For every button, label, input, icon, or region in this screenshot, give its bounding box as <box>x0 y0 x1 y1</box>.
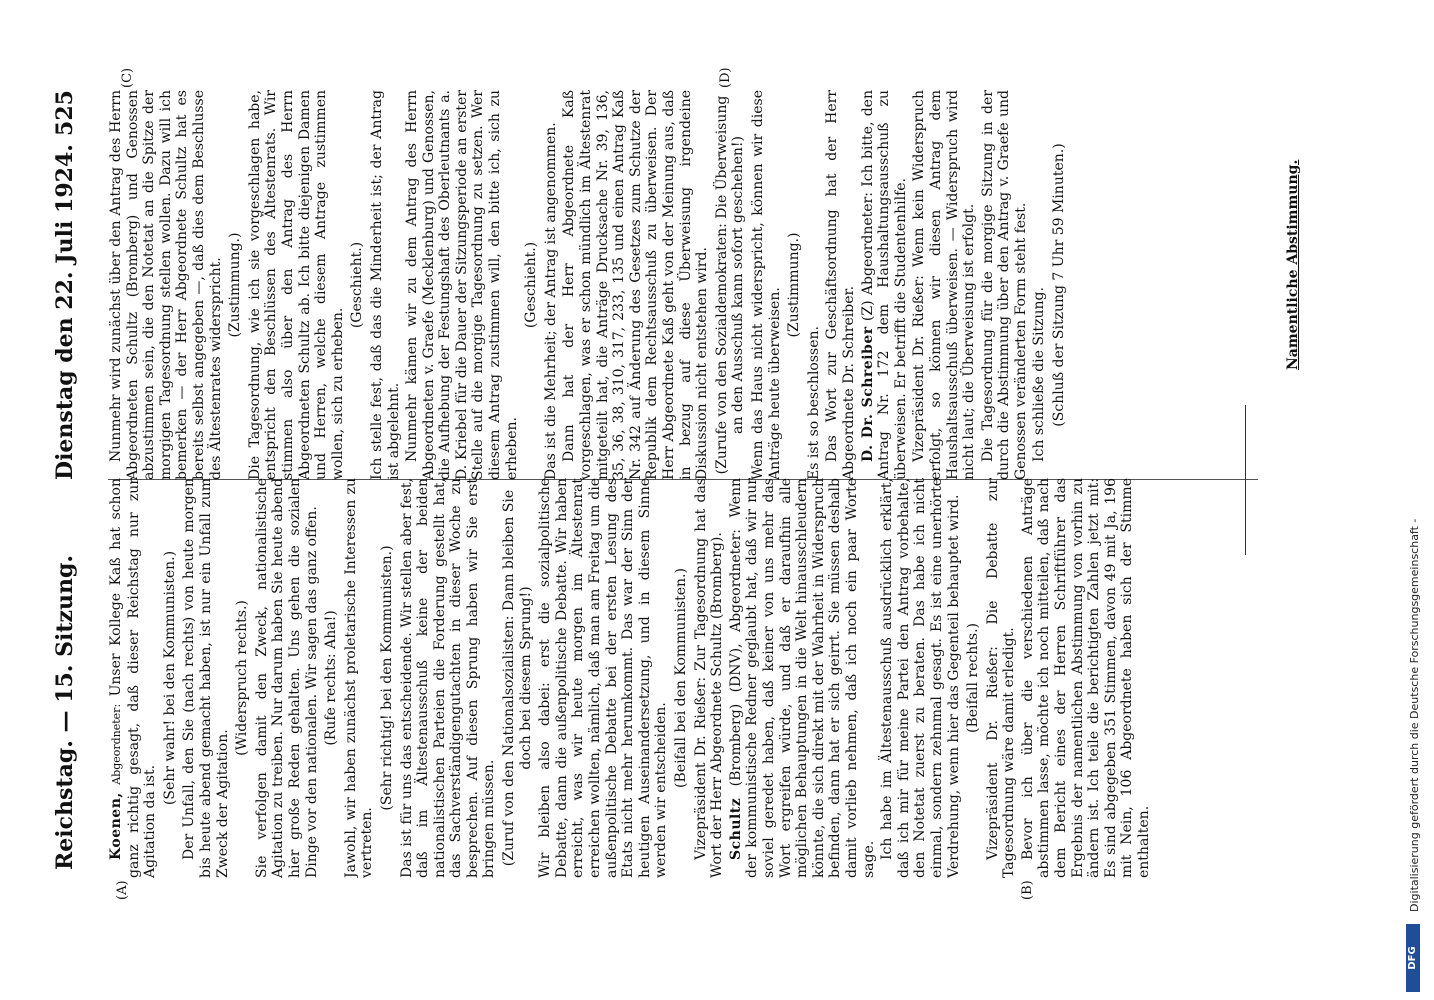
paragraph: Ich habe im Ältestenausschuß ausdrücklich erklärt, daß ich mir für meine Partei den Antrag vorbehalte, den Notetat zuerst zu beraten. Das habe ich nicht einmal, sondern zehnmal gesagt. Es ist eine unerhörte Verdrehung, wenn hier das Gegenteil behauptet wird. <box>879 478 962 878</box>
interjection: (Widerspruch rechts.) <box>234 600 251 756</box>
interjection: (Zurufe von den Sozialdemokraten: Die Überweisung an den Ausschuß kann sofort geschehen!) <box>713 95 747 475</box>
funding-note: Digitalisierung gefördert durch die Deutsche Forschungsgemeinschaft - <box>1408 518 1421 912</box>
paragraph: Nunmehr kämen wir zu dem Antrag des Herrn Abgeordneten v. Graefe (Mecklenburg) und Genossen, die Aufhebung der Festungshaft des Oberleutnants a. D. Kriebel für die Dauer der Sitzungsperiode an erster Stelle auf die morgige Tagesordnung zu setzen. Wer diesem Antrag zustimmen will, den bitte ich, sich zu erheben. <box>404 90 520 480</box>
paragraph: Vizepräsident Dr. Rießer: Zur Tagesordnung hat das Wort der Herr Abgeordnete Schultz (Bromberg). <box>692 478 726 878</box>
paragraph: Der Unfall, den Sie (nach rechts) von heute morgen bis heute abend gemacht haben, ist nur ein Unfall zum Zweck der Agitation. <box>181 478 231 878</box>
interjection: (Beifall rechts.) <box>965 623 982 734</box>
margin-mark-a: (A) <box>115 880 130 900</box>
interjection: (Zustimmung.) <box>786 232 803 338</box>
paragraph: Die Tagesordnung, wie ich sie vorgeschlagen habe, entspricht den Beschlüssen des Ältestenrats. Wir stimmen also über den Antrag des Herrn Abgeordneten Schultz ab. Ich bitte diejenigen Damen und Herren, welche diesem Antrage zustimmen wollen, sich zu erheben. <box>246 90 346 480</box>
paragraph: Ich schließe die Sitzung. <box>1031 287 1048 462</box>
paragraph: Dann hat der Herr Abgeordnete Kaß vorgeschlagen, was er schon mündlich im Ältestenrat mitgeteilt hat, die Anträge Drucksache Nr. 39, 136, 35, 36, 38, 310, 317, 233, 135 und einen Antrag Kaß Nr. 342 auf Änderung des Gesetzes zum Schutze der Republik dem Rechtsausschuß zu überweisen. Der Herr Abgeordnete Kaß geht von der Meinung aus, daß in bezug auf diese Überweisung irgendeine Diskussion nicht entstehen wird. <box>561 90 711 480</box>
speaker-name: Schultz <box>727 797 744 860</box>
interjection: (Geschieht.) <box>349 241 366 329</box>
right-column <box>108 90 1228 480</box>
paragraph: Ich stelle fest, daß das die Minderheit ist; der Antrag ist abgelehnt. <box>368 90 402 480</box>
paragraph: Es ist so beschlossen. <box>805 326 822 480</box>
running-head <box>52 90 92 870</box>
interjection: (Zustimmung.) <box>227 232 244 338</box>
speech-text: (Bromberg) (DNV), Abgeordneter: Wenn der kommunistische Redner geglaubt hat, daß wir nur soviel geredet haben, daß keiner von uns mehr das Wort ergreifen würde, und daß er daraufhin alle möglichen Behauptungen in die Welt hinausschleudern könnte, die sich direkt mit der Wahrheit in Widerspruch befinden, dann hat er sich geirrt. Sie müssen deshalb damit vorlieb nehmen, daß ich noch ein paar Worte sage. <box>727 478 877 878</box>
paragraph: Das Wort zur Geschäftsordnung hat der Herr Abgeordnete Dr. Schreiber. <box>824 90 857 480</box>
interjection: (Rufe rechts: Aha!) <box>323 610 340 746</box>
left-column <box>108 478 1258 878</box>
funding-sidebar <box>1404 0 1434 1000</box>
paragraph: Das ist für uns das entscheidende. Wir stellen aber fest, daß im Ältestenausschuß keine der beiden nationalistischen Parteien die Forderung gestellt hat, das Sachverständigengutachten in dieser Woche zu besprechen. Auf diesen Sprung haben wir Sie erst bringen müssen. <box>398 478 498 878</box>
paragraph <box>860 90 910 480</box>
interjection: (Geschieht.) <box>523 241 540 329</box>
interjection: (Sehr wahr! bei den Kommunisten.) <box>161 550 178 806</box>
margin-mark-c: (C) <box>120 67 135 88</box>
paragraph: Nunmehr wird zunächst über den Antrag des Herrn Abgeordneten Schultz (Bromberg) und Genossen abzustimmen sein, die den Notetat an die Spitze der morgigen Tagesordnung stellen wollen. Dazu will ich bemerken — der Herr Abgeordnete Schultz hat es bereits selbst angegeben —, daß dies dem Beschlusse des Ältestenrates widerspricht. <box>108 90 224 480</box>
speech-text: Unser Kollege Kaß hat schon ganz richtig gesagt, daß dieser Reichstag nur zur Agitation da ist. <box>108 478 159 878</box>
paragraph: Das ist die Mehrheit; der Antrag ist angenommen. <box>542 122 559 480</box>
paragraph: Vizepräsident Dr. Rießer: Die Debatte zur Tagesordnung wäre damit erledigt. <box>984 478 1018 878</box>
speaker-role: Abgeordneter: <box>110 703 123 785</box>
interjection: (Zuruf von den Nationalsozialisten: Dann bleiben Sie doch bei diesem Sprung!) <box>501 489 534 867</box>
paragraph <box>108 478 159 878</box>
paragraph: Die Tagesordnung für die morgige Sitzung in der durch die Abstimmung über den Antrag v. Graefe und Genossen veränderten Form steht fest. <box>979 90 1029 480</box>
interjection: (Sehr richtig! bei den Kommunisten.) <box>378 545 395 811</box>
margin-mark-b: (B) <box>1020 880 1035 900</box>
section-heading: Namentliche Abstimmung. <box>1285 159 1301 370</box>
speaker-name: D. Dr. Schreiber <box>859 326 876 462</box>
page-number: 525 <box>52 90 78 136</box>
interjection: (Schluß der Sitzung 7 Uhr 59 Minuten.) <box>1051 143 1068 427</box>
margin-mark-d: (D) <box>718 67 733 88</box>
speaker-name: Koenen, <box>108 792 124 860</box>
paragraph: Jawohl, wir haben zunächst proletarische Interessen zu vertreten. <box>342 478 376 878</box>
paragraph <box>728 478 877 878</box>
header-session: Reichstag. — 15. Sitzung. <box>52 554 78 870</box>
paragraph: Bevor ich über die verschiedenen Anträge abstimmen lasse, möchte ich noch mitteilen, daß nach dem Bericht eines der Herren Schriftführer das Ergebnis der namentlichen Abstimmung von vorhin zu ändern ist. Ich teile die berichtigten Zahlen jetzt mit: Es sind abgegeben 351 Stimmen, davon 49 mit Ja, 196 mit Nein, 106 Abgeordnete haben sich der Stimme enthalten. <box>1019 478 1153 878</box>
separator-line <box>1245 405 1246 555</box>
paragraph: Wenn das Haus nicht widerspricht, können wir diese Anträge heute überweisen. <box>749 90 783 480</box>
dfg-logo-icon: DFG <box>1406 924 1420 992</box>
paragraph: Vizepräsident Dr. Rießer: Wenn kein Widerspruch erfolgt, so können wir diesen Antrag dem Haushaltsausschuß überweisen. — Widerspruch wird nicht laut; die Überweisung ist erfolgt. <box>911 90 978 480</box>
paragraph: Wir bleiben also dabei: erst die sozialpolitische Debatte, dann die außenpolitische Debatte. Wir haben erreicht, was wir heute morgen im Ältestenrat erreichen wollten, nämlich, daß man am Freitag um die außenpolitische Debatte bei der ersten Lesung des Etats nicht mehr herumkommt. Das war der Sinn der heutigen Auseinandersetzung, und in diesem Sinne werden wir entscheiden. <box>537 478 670 878</box>
header-date: Dienstag den 22. Juli 1924. <box>52 144 78 480</box>
speech-text: (Z) Abgeordneter: Ich bitte, den Antrag Nr. 172 dem Haushaltungsausschuß zu überweisen. Er betrifft die Studentenhilfe. <box>859 90 909 480</box>
interjection: (Beifall bei den Kommunisten.) <box>673 568 689 788</box>
paragraph: Sie verfolgen damit den Zweck, nationalistische Agitation zu treiben. Nur darum haben Sie heute abend hier große Reden gehalten. Uns gehen die sozialen Dinge vor den nationalen. Wir sagen das ganz offen. <box>253 478 320 878</box>
